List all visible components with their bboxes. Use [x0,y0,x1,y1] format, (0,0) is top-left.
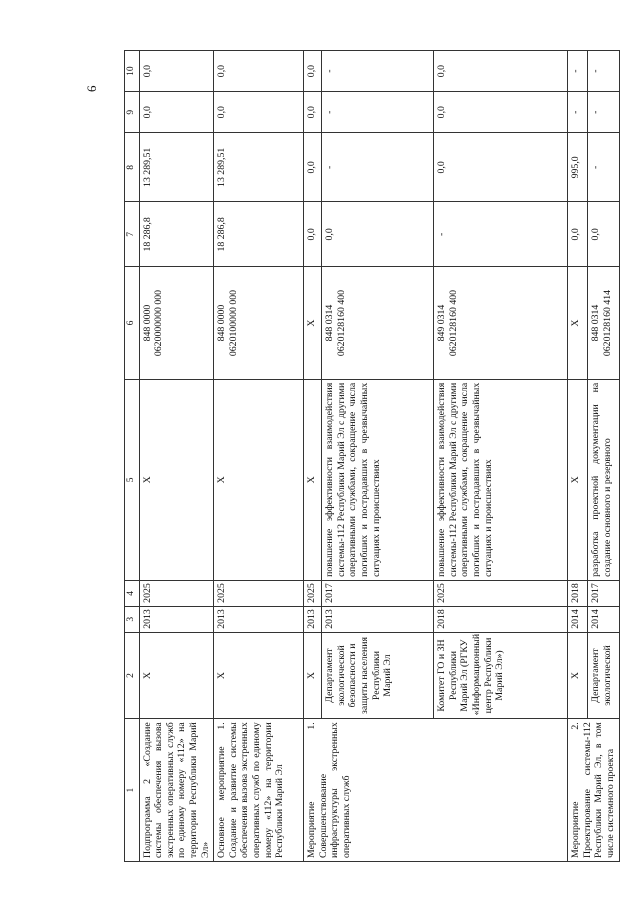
budget-code-main: 848 0000 [216,304,228,342]
col-header-5: 5 [125,379,140,580]
end-year: 2025 [139,580,214,606]
value-col-7: 0,0 [304,202,322,267]
start-year: 2013 [139,606,214,632]
value-col-7: - [434,202,568,267]
budget-code-sub: 0620128160 400 [447,289,459,357]
start-year: 2013 [214,606,304,632]
table-row [568,51,588,862]
value-col-9: 0,0 [304,92,322,133]
budget-code-main: 848 0000 [141,304,153,342]
budget-code [322,267,434,379]
value-col-10: 0,0 [434,51,568,92]
value-col-7: 0,0 [322,202,434,267]
value-col-8: - [322,133,434,202]
budget-code [588,267,619,379]
executor: Департамент экологической безопасности и защиты населения Республики Марий Эл [322,632,434,719]
value-col-8: 995,0 [568,133,588,202]
expected-result: Х [214,379,304,580]
budget-code-sub: 0620100000 000 [227,289,239,357]
start-year: 2014 [588,606,619,632]
budget-code [214,267,304,379]
row-title: Мероприятие 2. Проектирование системы-112 Республики Марий Эл, в том числе системного проекта [568,719,619,862]
value-col-8: 0,0 [434,133,568,202]
value-col-9: - [568,92,588,133]
value-col-10: - [322,51,434,92]
executor: Департамент экологической [588,632,619,719]
budget-code-main: 848 0314 [590,304,602,342]
value-col-10: 0,0 [139,51,214,92]
value-col-8: - [588,133,619,202]
col-header-9: 9 [125,92,140,133]
end-year: 2025 [214,580,304,606]
col-header-10: 10 [125,51,140,92]
expected-result: Х [304,379,322,580]
expected-result: повышение эффективности взаимодействия системы-112 Республики Марий Эл с другими оперативными службами, сокращение числа погибших и пострадавших в чрезвычайных ситуациях и происшествиях [434,379,568,580]
executor: Комитет ГО и ЗН Республики Марий Эл (РГКУ «Информационный центр Республики Марий Эл») [434,632,568,719]
end-year: 2017 [322,580,434,606]
col-header-8: 8 [125,133,140,202]
executor: Х [139,632,214,719]
col-header-3: 3 [125,606,140,632]
row-title: Подпрограмма 2 «Создание системы обеспечения вызова экстренных оперативных служб по единому номеру «112» на территории Республики Марий Эл» [139,719,214,862]
value-col-9: 0,0 [434,92,568,133]
col-header-4: 4 [125,580,140,606]
executor: Х [304,632,322,719]
start-year: 2014 [568,606,588,632]
value-col-7: 0,0 [568,202,588,267]
row-title: Основное мероприятие 1. Создание и развитие системы обеспечения вызова экстренных оперативных служб по единому номеру «112» на территории Республики Марий Эл [214,719,304,862]
value-col-8: 13 289,51 [214,133,304,202]
value-col-7: 0,0 [588,202,619,267]
budget-code [304,267,322,379]
page-number: 6 [84,85,99,92]
end-year: 2018 [568,580,588,606]
end-year: 2025 [434,580,568,606]
start-year: 2018 [434,606,568,632]
budget-code-main: Х [570,319,582,327]
budget-code-main: 848 0314 [324,304,336,342]
expected-result: Х [139,379,214,580]
budget-code-main: Х [306,319,318,327]
value-col-8: 0,0 [304,133,322,202]
value-col-9: 0,0 [139,92,214,133]
budget-code-main: 849 0314 [436,304,448,342]
row-title: Мероприятие 1. Совершенствование инфраструктуры экстренных оперативных служб [304,719,568,862]
executor: Х [214,632,304,719]
program-table [124,50,620,862]
table-row [139,51,214,862]
value-col-10: 0,0 [214,51,304,92]
expected-result: Х [568,379,588,580]
end-year: 2025 [304,580,322,606]
end-year: 2017 [588,580,619,606]
budget-code-sub: 0620128160 414 [601,289,613,357]
budget-code-sub: 0620000000 000 [153,289,165,357]
expected-result: разработка проектной документации на создание основного и резервного [588,379,619,580]
start-year: 2013 [304,606,322,632]
budget-code [139,267,214,379]
value-col-10: - [588,51,619,92]
value-col-9: - [322,92,434,133]
header-row [125,51,140,862]
rotated-page [124,50,640,862]
budget-code [434,267,568,379]
value-col-10: 0,0 [304,51,322,92]
value-col-9: 0,0 [214,92,304,133]
value-col-7: 18 286,8 [139,202,214,267]
value-col-9: - [588,92,619,133]
value-col-10: - [568,51,588,92]
budget-code [568,267,588,379]
table-row [304,51,322,862]
value-col-7: 18 286,8 [214,202,304,267]
col-header-2: 2 [125,632,140,719]
value-col-8: 13 289,51 [139,133,214,202]
start-year: 2013 [322,606,434,632]
col-header-7: 7 [125,202,140,267]
col-header-6: 6 [125,267,140,379]
executor: Х [568,632,588,719]
budget-code-sub: 0620128160 400 [335,289,347,357]
expected-result: повышение эффективности взаимодействия системы-112 Республики Марий Эл с другими оперативными службами, сокращение числа погибших и пострадавших в чрезвычайных ситуациях и происшествиях [322,379,434,580]
table-row [214,51,304,862]
col-header-1: 1 [125,719,140,862]
